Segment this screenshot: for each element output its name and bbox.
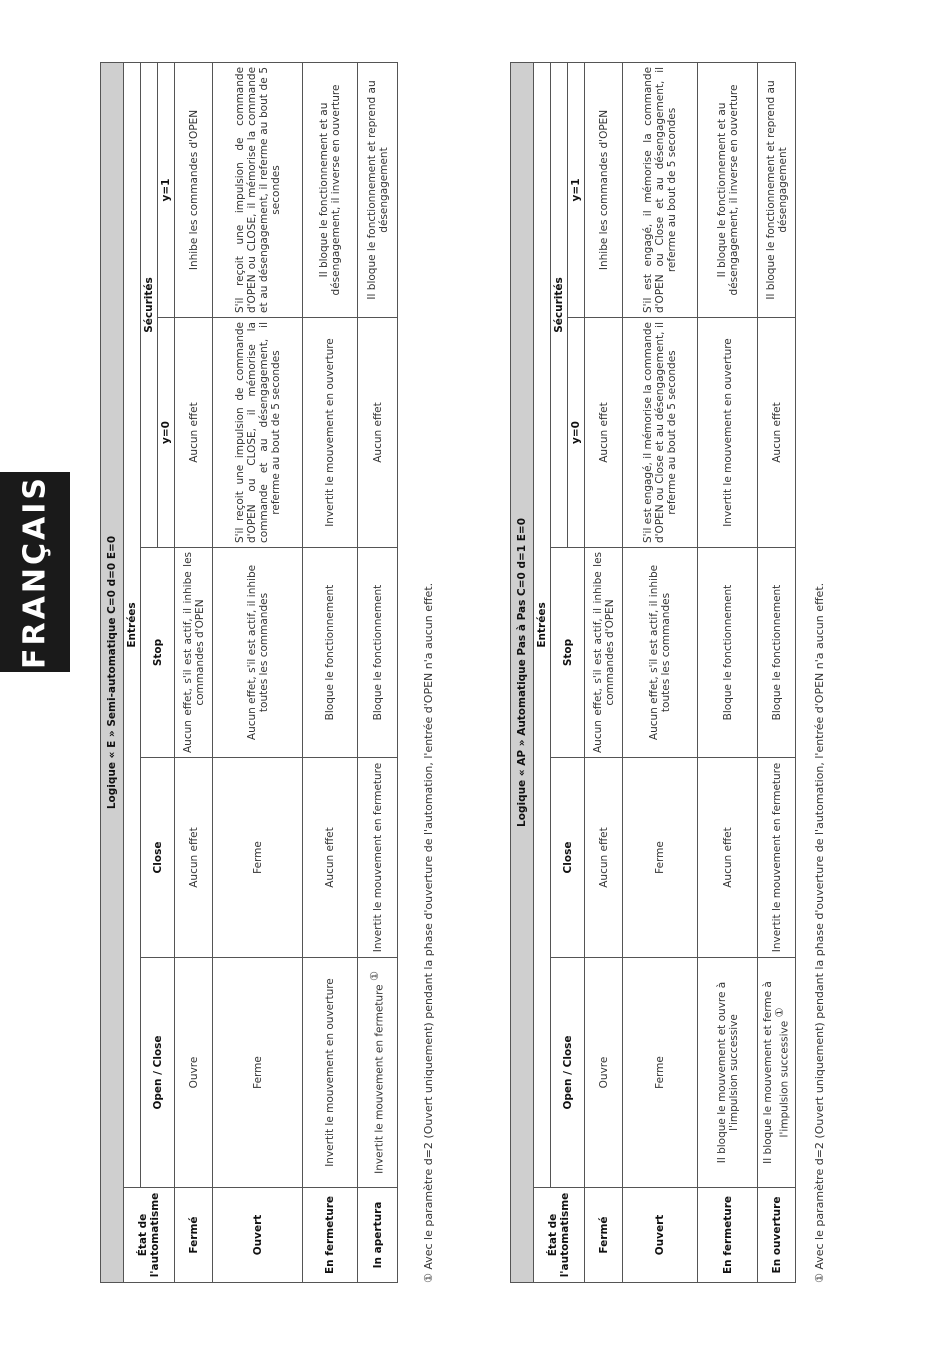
y0-header: y=0	[158, 318, 175, 548]
stop-cell: Aucun effet, s'il est actif, il inhibe les commandes d'OPEN	[175, 548, 213, 758]
state-cell: En ouverture	[758, 1188, 796, 1283]
logic-ap-block	[510, 63, 840, 1283]
stop-cell: Bloque le fonctionnement	[758, 548, 796, 758]
table-row	[758, 62, 796, 1282]
table-row	[585, 62, 623, 1282]
y1-header: y=1	[568, 62, 585, 317]
stop-header: Stop	[141, 548, 175, 758]
y0-cell: Aucun effet	[358, 318, 398, 548]
y1-cell: Il bloque le fonctionnement et au désengagement, il inverse en ouverture	[303, 62, 358, 317]
table-row	[213, 62, 303, 1282]
logic-e-block	[100, 63, 447, 1283]
close-cell: Aucun effet	[698, 758, 758, 958]
open-close-cell: Ferme	[213, 958, 303, 1188]
close-header: Close	[551, 758, 585, 958]
y0-cell: Aucun effet	[175, 318, 213, 548]
footnote: ① Avec le paramètre d=2 (Ouvert uniquement) pendant la phase d'ouverture de l'automation, l'entrée d'OPEN n'a aucun effet.	[422, 582, 435, 1283]
y1-cell: Inhibe les commandes d'OPEN	[175, 62, 213, 317]
table-row	[698, 62, 758, 1282]
y0-cell: S'il reçoit une impulsion de commande d'OPEN ou CLOSE, il mémorise la commande et au désengagement, il referme au bout de 5 secondes	[213, 318, 303, 548]
state-cell: Fermé	[175, 1188, 213, 1283]
open-close-header: Open / Close	[551, 958, 585, 1188]
open-close-cell: Invertit le mouvement en ouverture	[303, 958, 358, 1188]
logic-ap-table	[510, 62, 796, 1283]
open-close-text: Il bloque le mouvement et ferme à l'impulsion successive	[762, 981, 791, 1164]
close-cell: Aucun effet	[175, 758, 213, 958]
y1-header: y=1	[158, 62, 175, 317]
footnote: ① Avec le paramètre d=2 (Ouvert uniquement) pendant la phase d'ouverture de l'automation, l'entrée d'OPEN n'a aucun effet.	[813, 582, 826, 1283]
y0-cell: Aucun effet	[585, 318, 623, 548]
open-close-text: Invertit le mouvement en fermeture	[373, 984, 386, 1174]
open-close-cell: Il bloque le mouvement et ouvre à l'impulsion successive	[698, 958, 758, 1188]
open-close-cell: Ouvre	[175, 958, 213, 1188]
y1-cell: Inhibe les commandes d'OPEN	[585, 62, 623, 317]
stop-cell: Aucun effet, s'il est actif, il inhibe toutes les commandes	[623, 548, 698, 758]
table-row	[303, 62, 358, 1282]
open-close-cell	[358, 958, 398, 1188]
footnote-marker: ①	[773, 1007, 787, 1018]
inputs-header: Entrées	[534, 62, 551, 1187]
stop-header: Stop	[551, 548, 585, 758]
safety-header: Sécurités	[551, 62, 568, 547]
y0-cell: Aucun effet	[758, 318, 796, 548]
state-cell: Ouvert	[623, 1188, 698, 1283]
close-cell: Invertit le mouvement en fermeture	[358, 758, 398, 958]
footnote-marker: ①	[368, 971, 382, 982]
safety-header: Sécurités	[141, 62, 158, 547]
y1-cell: Il bloque le fonctionnement et reprend au désengagement	[758, 62, 796, 317]
table-row	[623, 62, 698, 1282]
close-header: Close	[141, 758, 175, 958]
y0-cell: Invertit le mouvement en ouverture	[303, 318, 358, 548]
y0-cell: Invertit le mouvement en ouverture	[698, 318, 758, 548]
table-row	[358, 62, 398, 1282]
stop-cell: Bloque le fonctionnement	[358, 548, 398, 758]
close-cell: Aucun effet	[303, 758, 358, 958]
stop-cell: Bloque le fonctionnement	[303, 548, 358, 758]
state-cell: Ouvert	[213, 1188, 303, 1283]
y1-cell: Il bloque le fonctionnement et au désengagement, il inverse en ouverture	[698, 62, 758, 317]
table-title: Logique « AP » Automatique Pas à Pas C=0 d=1 E=0	[511, 62, 534, 1282]
y0-cell: S'il est engagé, il mémorise la commande d'OPEN ou Close et au désengagement, il referme au bout de 5 secondes	[623, 318, 698, 548]
table-title: Logique « E » Semi-automatique C=0 d=0 E=0	[101, 62, 124, 1282]
y1-cell: S'il reçoit une impulsion de commande d'OPEN ou CLOSE, il mémorise la commande et au désengagement, il referme au bout de 5 secondes	[213, 62, 303, 317]
y0-header: y=0	[568, 318, 585, 548]
open-close-header: Open / Close	[141, 958, 175, 1188]
table-row	[175, 62, 213, 1282]
stop-cell: Aucun effet, s'il est actif, il inhibe toutes les commandes	[213, 548, 303, 758]
state-cell: En fermeture	[303, 1188, 358, 1283]
y1-cell: Il bloque le fonctionnement et reprend au désengagement	[358, 62, 398, 317]
language-tab-label: FRANÇAIS	[17, 475, 53, 669]
close-cell: Aucun effet	[585, 758, 623, 958]
state-cell: In apertura	[358, 1188, 398, 1283]
close-cell: Invertit le mouvement en fermeture	[758, 758, 796, 958]
state-cell: Fermé	[585, 1188, 623, 1283]
state-cell: En fermeture	[698, 1188, 758, 1283]
state-header: État de l'automatisme	[534, 1188, 585, 1283]
close-cell: Ferme	[213, 758, 303, 958]
open-close-cell: Ferme	[623, 958, 698, 1188]
y1-cell: S'il est engagé, il mémorise la commande d'OPEN ou Close et au désengagement, il referme au bout de 5 secondes	[623, 62, 698, 317]
language-tab	[0, 472, 70, 672]
inputs-header: Entrées	[124, 62, 141, 1187]
close-cell: Ferme	[623, 758, 698, 958]
stop-cell: Aucun effet, s'il est actif, il inhibe les commandes d'OPEN	[585, 548, 623, 758]
open-close-cell	[758, 958, 796, 1188]
state-header: État de l'automatisme	[124, 1188, 175, 1283]
open-close-cell: Ouvre	[585, 958, 623, 1188]
logic-e-table	[100, 62, 398, 1283]
stop-cell: Bloque le fonctionnement	[698, 548, 758, 758]
